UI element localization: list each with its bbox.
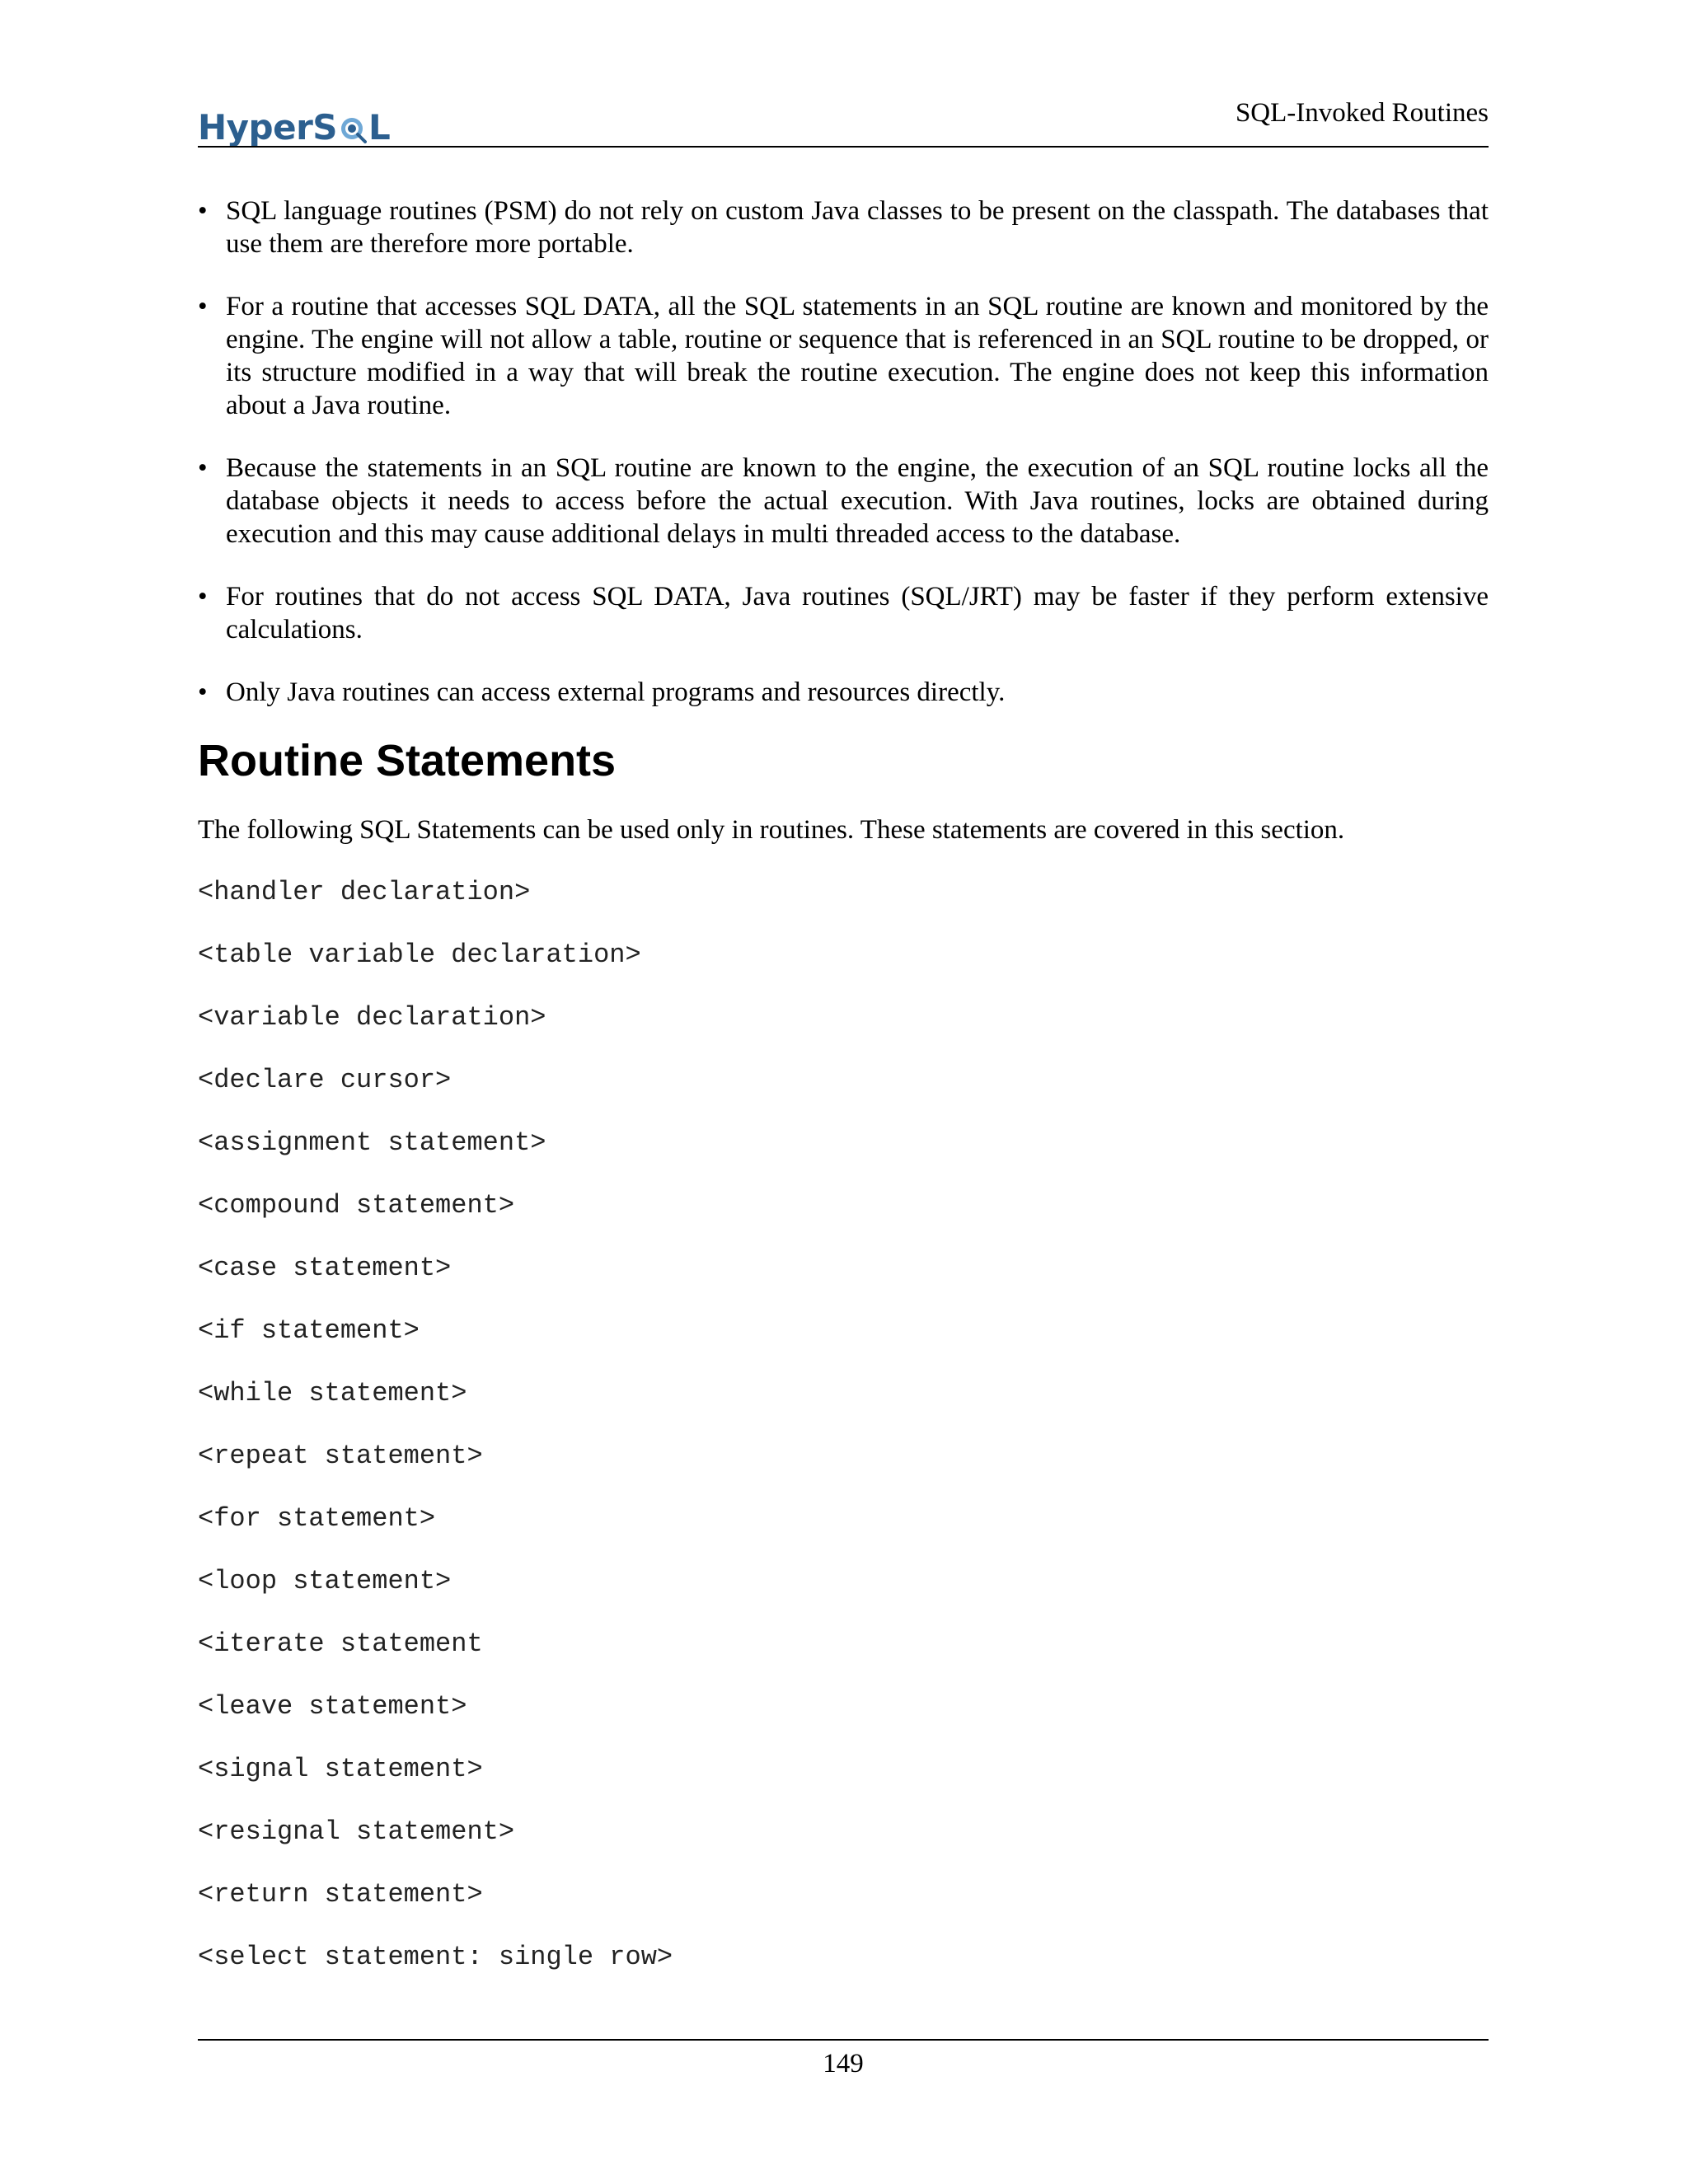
page-header <box>198 92 1489 147</box>
statement-item: <if statement> <box>198 1315 420 1347</box>
statement-item: <leave statement> <box>198 1691 467 1722</box>
bullet-item: • Only Java routines can access external programs and resources directly. <box>198 676 1489 709</box>
statement-item: <for statement> <box>198 1503 436 1535</box>
statement-item: <select statement: single row> <box>198 1942 673 1973</box>
magnifier-q-icon <box>339 115 367 143</box>
statement-item: <while statement> <box>198 1378 467 1409</box>
section-heading: Routine Statements <box>198 736 617 785</box>
hypersql-logo <box>198 99 391 148</box>
logo-text-suffix: L <box>368 107 391 148</box>
section-intro: The following SQL Statements can be used only in routines. These statements are covered in this section. <box>198 815 1345 846</box>
page-content <box>198 194 1489 2004</box>
footer-rule <box>198 2039 1489 2041</box>
statement-item: <assignment statement> <box>198 1127 546 1159</box>
statement-item: <iterate statement <box>198 1629 483 1660</box>
statement-item: <resignal statement> <box>198 1816 515 1848</box>
statement-item: <signal statement> <box>198 1754 483 1785</box>
statement-item: <case statement> <box>198 1253 452 1284</box>
header-rule <box>198 146 1489 148</box>
bullet-item: • Because the statements in an SQL routine are known to the engine, the execution of an SQL routine locks all the database objects it needs to access before the actual execution. With Java routines, locks are obtained during execution and this may cause additional delays in multi threaded access to the database. <box>198 452 1489 551</box>
statement-item: <variable declaration> <box>198 1002 546 1033</box>
statement-item: <table variable declaration> <box>198 940 641 971</box>
statement-item: <compound statement> <box>198 1190 515 1221</box>
logo-text-prefix: HyperS <box>198 107 338 148</box>
comparison-bullet-list <box>198 194 1489 709</box>
bullet-item: • For routines that do not access SQL DATA, Java routines (SQL/JRT) may be faster if they perform extensive calculations. <box>198 580 1489 646</box>
statement-item: <loop statement> <box>198 1566 452 1597</box>
statement-list <box>198 876 1489 1974</box>
bullet-item: • For a routine that accesses SQL DATA, all the SQL statements in an SQL routine are known and monitored by the engine. The engine will not allow a table, routine or sequence that is referenced in an SQL routine to be dropped, or its structure modified in a way that will break the routine execution. The engine does not keep this information about a Java routine. <box>198 290 1489 422</box>
statement-item: <declare cursor> <box>198 1065 452 1096</box>
bullet-item: • SQL language routines (PSM) do not rely on custom Java classes to be present on the classpath. The databases that use them are therefore more portable. <box>198 194 1489 260</box>
statement-item: <repeat statement> <box>198 1441 483 1472</box>
statement-item: <handler declaration> <box>198 877 531 908</box>
statement-item: <return statement> <box>198 1879 483 1910</box>
running-header-title: SQL-Invoked Routines <box>1235 98 1489 128</box>
page-number: 149 <box>823 2049 864 2079</box>
